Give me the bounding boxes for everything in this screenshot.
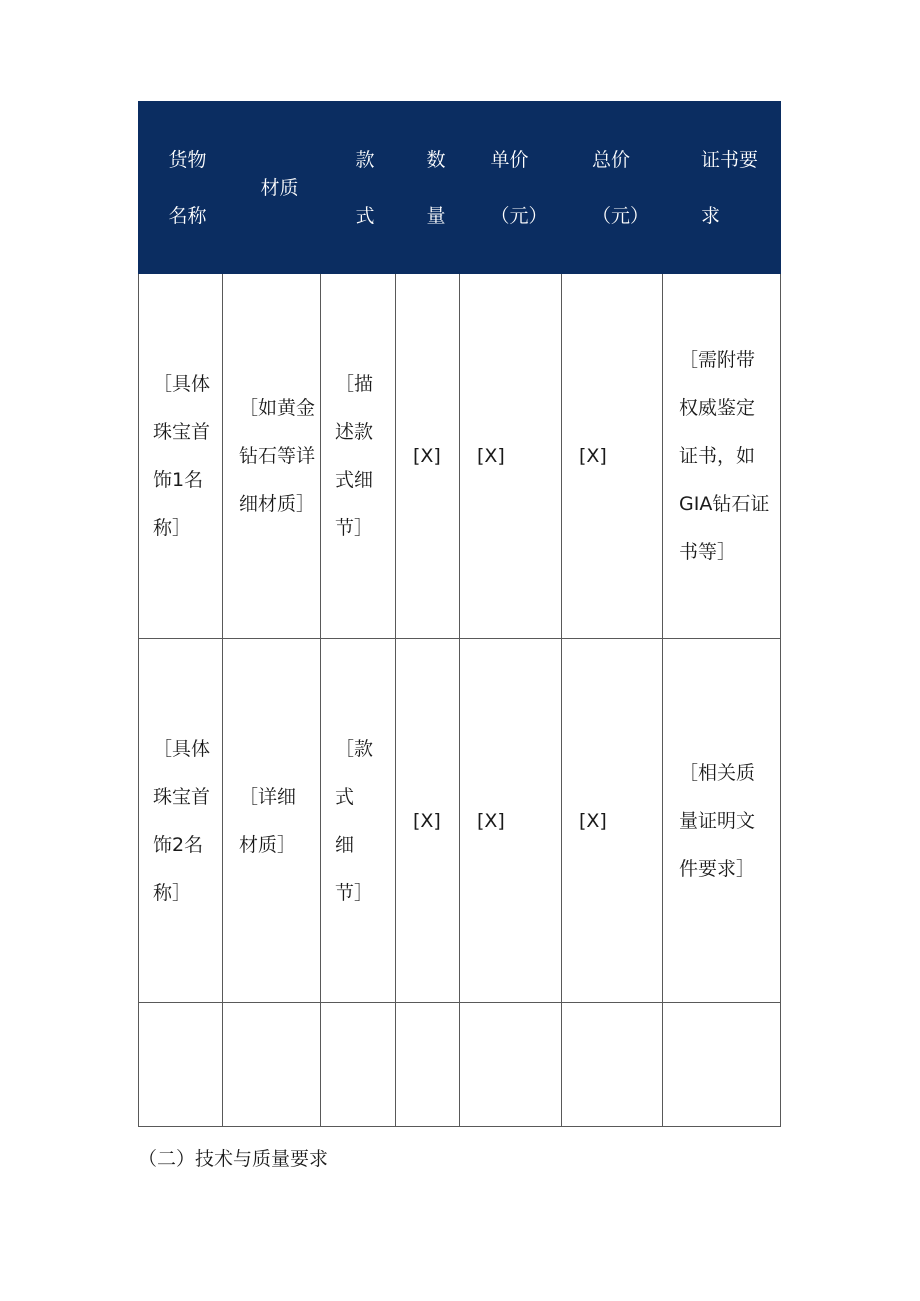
header-quantity: 数 量: [396, 102, 460, 274]
table-row-empty: [139, 1003, 781, 1127]
cell-empty: [396, 1003, 460, 1127]
table-row: [139, 639, 781, 1003]
header-unit-price: 单价 （元）: [460, 102, 562, 274]
cell-goods-name: ［具体 珠宝首 饰2名 称］: [139, 639, 223, 1003]
cell-empty: [321, 1003, 396, 1127]
table-header-row: [139, 102, 781, 274]
header-certificate: 证书要 求: [663, 102, 781, 274]
cell-certificate: ［相关质 量证明文 件要求］: [663, 639, 781, 1003]
cell-empty: [562, 1003, 663, 1127]
section-heading: （二）技术与质量要求: [138, 1148, 329, 1170]
header-total-price: 总价 （元）: [562, 102, 663, 274]
goods-table: [138, 101, 781, 1127]
cell-empty: [663, 1003, 781, 1127]
cell-style: ［款 式 细 节］: [321, 639, 396, 1003]
cell-empty: [223, 1003, 321, 1127]
cell-style: ［描 述款 式细 节］: [321, 274, 396, 639]
cell-certificate: ［需附带 权威鉴定 证书，如 GIA钻石证 书等］: [663, 274, 781, 639]
cell-material: ［如黄金 钻石等详 细材质］: [223, 274, 321, 639]
cell-empty: [460, 1003, 562, 1127]
header-goods-name: 货物 名称: [139, 102, 223, 274]
header-material: 材质: [223, 102, 321, 274]
table-row: [139, 274, 781, 639]
header-style: 款 式: [321, 102, 396, 274]
cell-total-price: [X]: [562, 639, 663, 1003]
cell-material: ［详细 材质］: [223, 639, 321, 1003]
cell-unit-price: [X]: [460, 274, 562, 639]
cell-quantity: [X]: [396, 639, 460, 1003]
cell-unit-price: [X]: [460, 639, 562, 1003]
cell-goods-name: ［具体 珠宝首 饰1名 称］: [139, 274, 223, 639]
cell-total-price: [X]: [562, 274, 663, 639]
cell-empty: [139, 1003, 223, 1127]
cell-quantity: [X]: [396, 274, 460, 639]
